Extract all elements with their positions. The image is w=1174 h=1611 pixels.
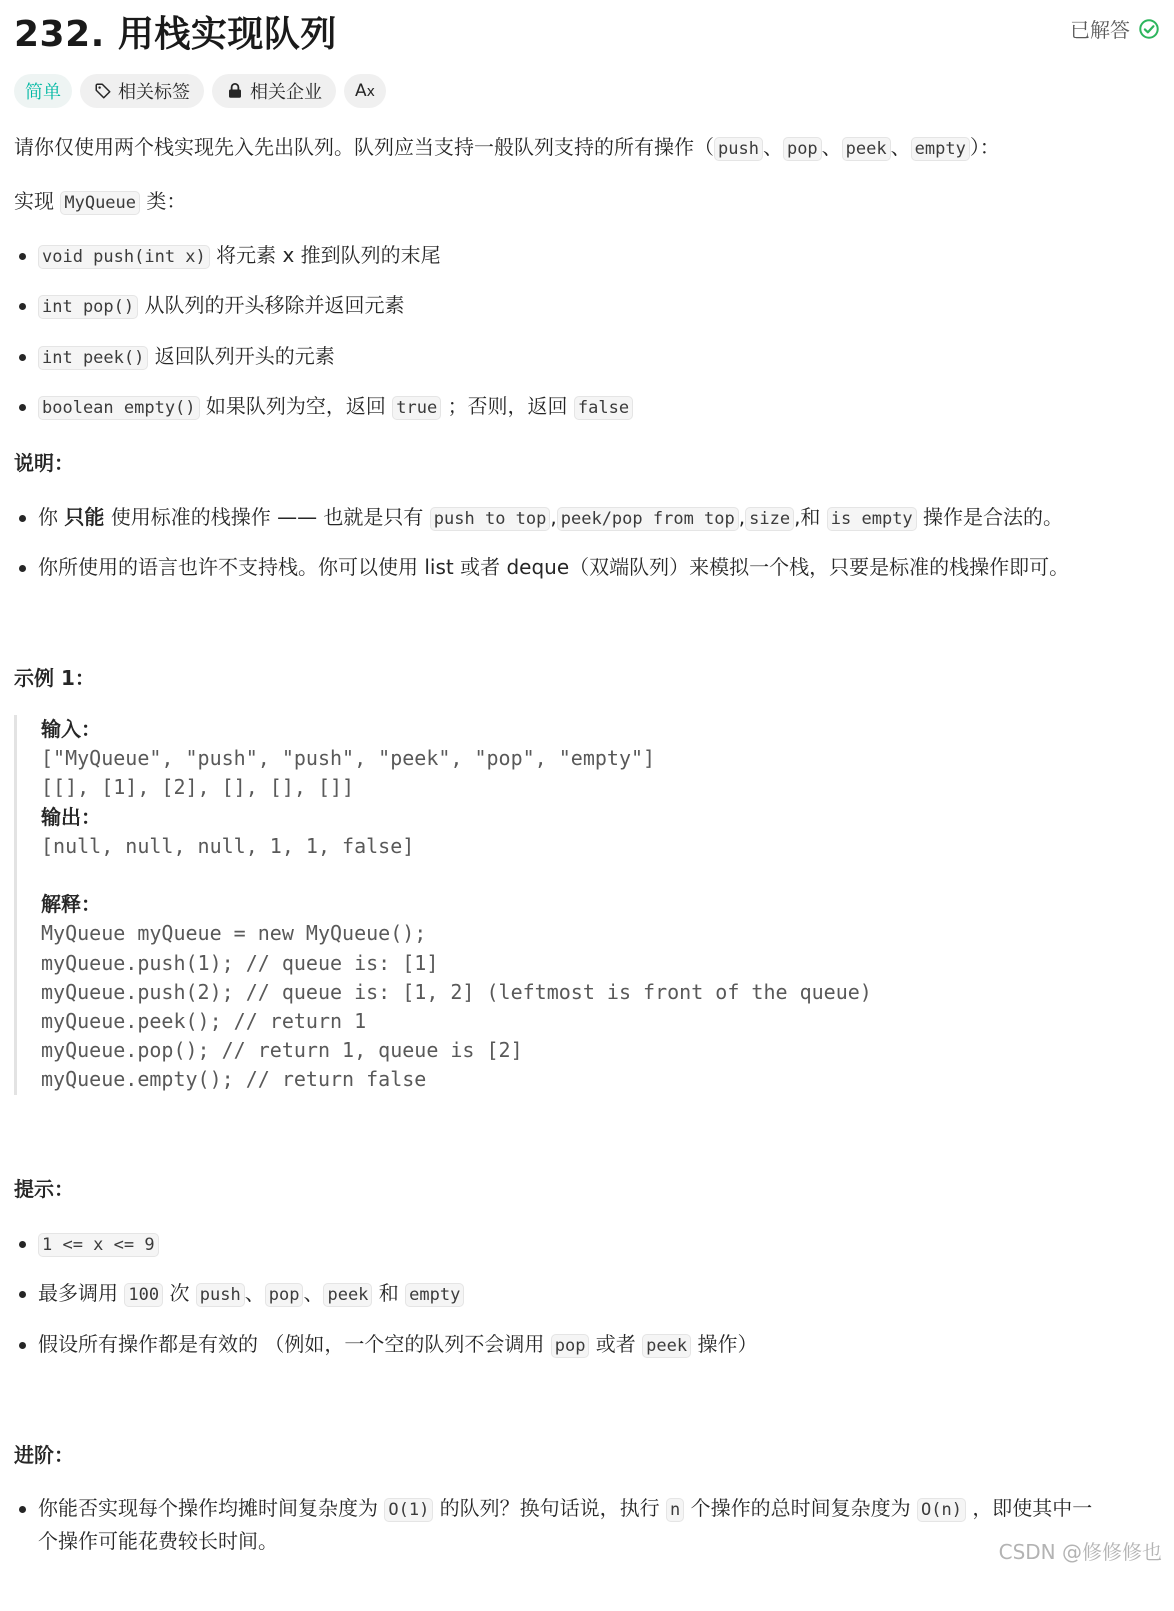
note-item bbox=[14, 553, 1069, 581]
code-pop: pop bbox=[265, 1283, 304, 1307]
implement-line bbox=[14, 187, 186, 217]
code-peek: peek bbox=[842, 137, 891, 161]
explain-line: myQueue.peek(); // return 1 bbox=[41, 1009, 367, 1034]
explain-line: myQueue.pop(); // return 1, queue is [2] bbox=[41, 1038, 523, 1063]
hints-heading: 提示： bbox=[14, 1177, 74, 1201]
advanced-line2: 个操作可能花费较长时间。 bbox=[38, 1529, 278, 1553]
code-is-empty: is empty bbox=[827, 507, 917, 531]
explain-line: myQueue.push(1); // queue is: [1] bbox=[41, 950, 439, 975]
related-companies-label: 相关企业 bbox=[250, 82, 322, 103]
input-line: ["MyQueue", "push", "push", "peek", "pop", "empty"] bbox=[41, 746, 656, 771]
code-peek-pop-from-top: peek/pop from top bbox=[557, 507, 739, 531]
code-100: 100 bbox=[124, 1283, 163, 1307]
solved-status bbox=[1070, 14, 1160, 43]
method-desc: 返回队列开头的元素 bbox=[154, 344, 335, 368]
blank-line bbox=[41, 861, 872, 890]
code-peek: peek bbox=[323, 1283, 372, 1307]
code-pop: pop bbox=[551, 1334, 590, 1358]
difficulty-tag[interactable] bbox=[14, 74, 72, 108]
tag-bar bbox=[14, 74, 386, 108]
note-text: 使用标准的栈操作 —— 也就是只有 bbox=[110, 505, 424, 529]
code-push: push bbox=[714, 137, 763, 161]
notes-heading: 说明： bbox=[14, 451, 74, 475]
code-peek: peek bbox=[642, 1334, 691, 1358]
problem-intro: 请你仅使用两个栈实现先入先出队列。队列应当支持一般队列支持的所有操作（ push 、 pop 、 peek 、 empty ）： bbox=[14, 135, 1000, 159]
implement-pre: 实现 bbox=[14, 189, 54, 213]
hint-text: 操作） bbox=[697, 1332, 758, 1356]
example-heading: 示例 1： bbox=[14, 666, 95, 690]
method-item bbox=[14, 241, 441, 271]
hint-text: 次 bbox=[169, 1281, 190, 1305]
code-on: O(n) bbox=[917, 1498, 966, 1522]
related-topics-button[interactable] bbox=[80, 74, 204, 108]
explain-label: 解释： bbox=[41, 892, 101, 917]
method-code: void push(int x) bbox=[38, 245, 210, 269]
tag-icon bbox=[94, 82, 112, 100]
translate-icon: Ax bbox=[355, 81, 375, 101]
note-text: 你 bbox=[38, 505, 58, 529]
hint-and: 和 bbox=[378, 1281, 399, 1305]
explain-line: myQueue.push(2); // queue is: [1, 2] (leftmost is front of the queue) bbox=[41, 979, 872, 1004]
method-code: int pop() bbox=[38, 295, 138, 319]
intro-end: ）： bbox=[969, 135, 1000, 159]
explain-line: myQueue.empty(); // return false bbox=[41, 1067, 427, 1092]
input-label: 输入： bbox=[41, 717, 101, 741]
code-pop: pop bbox=[783, 137, 822, 161]
method-code: boolean empty() bbox=[38, 396, 200, 420]
hint-item bbox=[14, 1330, 757, 1360]
difficulty-label: 简单 bbox=[25, 82, 61, 103]
hint-code: 1 <= x <= 9 bbox=[38, 1233, 159, 1257]
note-bold: 只能 bbox=[64, 505, 105, 529]
intro-text: 请你仅使用两个栈实现先入先出队列。队列应当支持一般队列支持的所有操作（ bbox=[14, 135, 714, 159]
check-circle-icon bbox=[1138, 18, 1160, 40]
code-empty: empty bbox=[405, 1283, 464, 1307]
hint-or: 或者 bbox=[595, 1332, 636, 1356]
code-false: false bbox=[574, 396, 633, 420]
code-empty: empty bbox=[911, 137, 970, 161]
output-label: 输出： bbox=[41, 804, 101, 829]
method-item bbox=[14, 291, 404, 321]
method-item bbox=[14, 342, 335, 372]
output-line: [null, null, null, 1, 1, false] bbox=[41, 833, 415, 858]
note-text: 你所使用的语言也许不支持栈。你可以使用 list 或者 deque（双端队列）来模拟一个栈，只要是标准的栈操作即可。 bbox=[38, 555, 1070, 579]
example-block bbox=[14, 715, 1157, 1095]
note-text: 操作是合法的。 bbox=[923, 505, 1064, 529]
code-true: true bbox=[392, 396, 441, 420]
watermark: CSDN @修修修也 bbox=[998, 1540, 1162, 1564]
input-line: [[], [1], [2], [], [], []] bbox=[41, 775, 355, 800]
code-o1: O(1) bbox=[384, 1498, 433, 1522]
translate-button[interactable] bbox=[344, 74, 386, 108]
advanced-text: ，即使其中一 bbox=[972, 1496, 1093, 1520]
implement-post: 类： bbox=[146, 189, 187, 213]
hint-text: 最多调用 bbox=[38, 1281, 118, 1305]
method-desc2: ；否则，返回 bbox=[447, 394, 568, 418]
code-size: size bbox=[745, 507, 794, 531]
code-push-to-top: push to top bbox=[430, 507, 551, 531]
hint-item: 最多调用 100 次 push 、 pop 、 peek 和 empty bbox=[14, 1279, 464, 1309]
related-companies-button[interactable] bbox=[212, 74, 336, 108]
code-myqueue: MyQueue bbox=[60, 191, 140, 215]
advanced-text: 的队列？换句话说，执行 bbox=[439, 1496, 660, 1520]
advanced-heading: 进阶： bbox=[14, 1443, 74, 1467]
advanced-text: 你能否实现每个操作均摊时间复杂度为 bbox=[38, 1496, 378, 1520]
solved-label: 已解答 bbox=[1070, 18, 1130, 42]
code-n: n bbox=[666, 1498, 684, 1522]
hint-item bbox=[14, 1229, 159, 1259]
method-desc: 将元素 x 推到队列的末尾 bbox=[216, 243, 441, 267]
advanced-item bbox=[14, 1494, 1092, 1524]
method-item bbox=[14, 392, 633, 422]
method-desc: 从队列的开头移除并返回元素 bbox=[144, 293, 405, 317]
explain-line: MyQueue myQueue = new MyQueue(); bbox=[41, 921, 427, 946]
method-desc: 如果队列为空，返回 bbox=[205, 394, 386, 418]
advanced-text: 个操作的总时间复杂度为 bbox=[690, 1496, 911, 1520]
problem-title: 232. 用栈实现队列 bbox=[14, 14, 337, 55]
method-code: int peek() bbox=[38, 346, 148, 370]
note-item: 你 只能 使用标准的栈操作 —— 也就是只有 push to top , peek/pop from top , size ,和 is empty 操作是合法的。 bbox=[14, 503, 1063, 533]
note-and: 和 bbox=[800, 505, 821, 529]
related-topics-label: 相关标签 bbox=[118, 82, 190, 103]
code-push: push bbox=[196, 1283, 245, 1307]
lock-icon bbox=[226, 82, 244, 100]
hint-text: 假设所有操作都是有效的 （例如，一个空的队列不会调用 bbox=[38, 1332, 545, 1356]
